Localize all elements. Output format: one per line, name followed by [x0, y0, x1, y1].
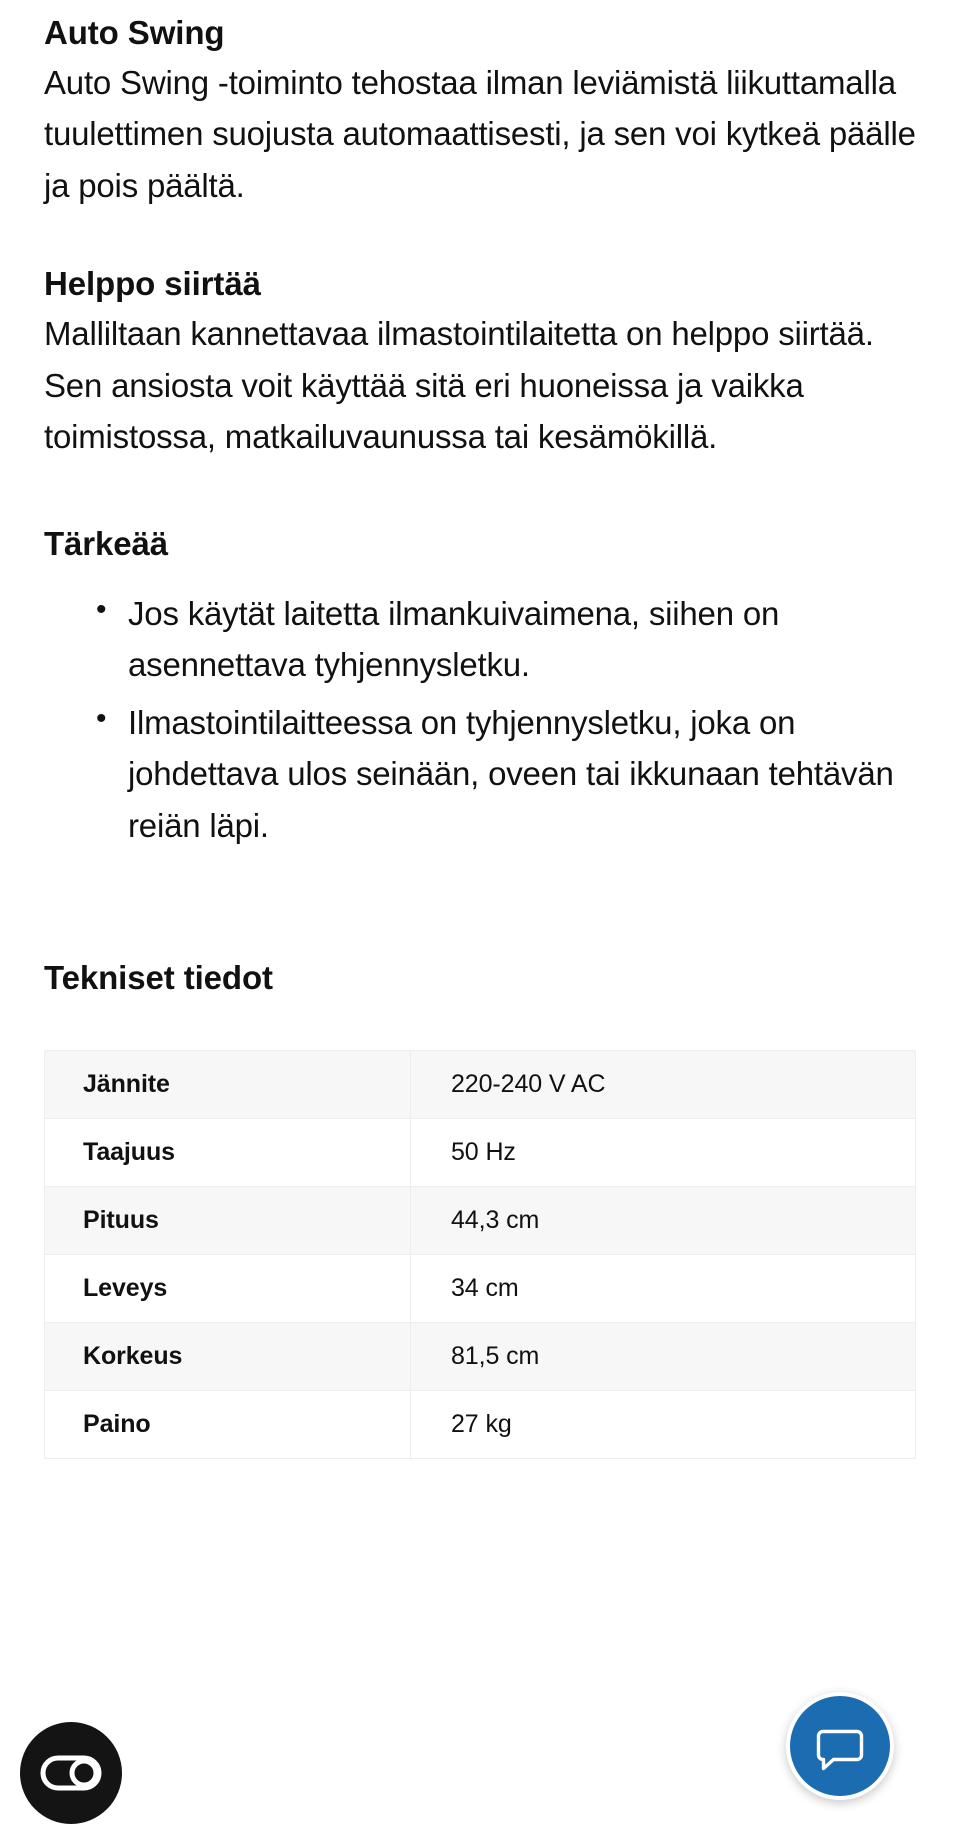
list-item: • Jos käytät laitetta ilmankuivaimena, siihen on asennettava tyhjennysletku. [96, 588, 916, 691]
chat-bubble-icon [814, 1720, 866, 1772]
table-row [45, 1186, 916, 1254]
spec-label: Jännite [45, 1050, 411, 1118]
table-row [45, 1118, 916, 1186]
section-tekniset-tiedot [44, 959, 916, 1459]
spec-value: 50 Hz [411, 1118, 916, 1186]
heading-tekniset-tiedot: Tekniset tiedot [44, 958, 273, 996]
heading-helppo-siirtaa: Helppo siirtää [44, 265, 261, 303]
section-auto-swing [44, 0, 916, 211]
heading-tarkeaa: Tärkeää [44, 524, 169, 562]
table-row [45, 1254, 916, 1322]
table-row [45, 1050, 916, 1118]
spec-label: Pituus [45, 1186, 411, 1254]
spec-label: Korkeus [45, 1322, 411, 1390]
specifications-table [44, 1050, 916, 1459]
spec-value: 81,5 cm [411, 1322, 916, 1390]
spec-value: 220-240 V AC [411, 1050, 916, 1118]
important-notes-list [44, 588, 916, 851]
spec-value: 44,3 cm [411, 1186, 916, 1254]
accessibility-widget-button[interactable] [20, 1722, 122, 1824]
spec-label: Paino [45, 1390, 411, 1458]
accessibility-toggle-icon [40, 1755, 102, 1791]
section-helppo-siirtaa [44, 265, 916, 462]
spec-label: Taajuus [45, 1118, 411, 1186]
table-row [45, 1390, 916, 1458]
table-row [45, 1322, 916, 1390]
paragraph-auto-swing: Auto Swing -toiminto tehostaa ilman leviämistä liikuttamalla tuulettimen suojusta automaattisesti, ja sen voi kytkeä päälle ja pois päältä. [44, 63, 916, 204]
paragraph-helppo-siirtaa: Malliltaan kannettavaa ilmastointilaitetta on helppo siirtää. Sen ansiosta voit käyttää sitä eri huoneissa ja vaikka toimistossa, matkailuvaunussa tai kesämökillä. [44, 315, 874, 456]
list-item: • Ilmastointilaitteessa on tyhjennysletku, joka on johdettava ulos seinään, oveen tai ikkunaan tehtävän reiän läpi. [96, 697, 916, 851]
spec-label: Leveys [45, 1254, 411, 1322]
section-tarkeaa [44, 525, 916, 851]
chat-widget-button[interactable] [786, 1692, 894, 1800]
spec-value: 34 cm [411, 1254, 916, 1322]
spec-value: 27 kg [411, 1390, 916, 1458]
heading-auto-swing: Auto Swing [44, 14, 225, 51]
